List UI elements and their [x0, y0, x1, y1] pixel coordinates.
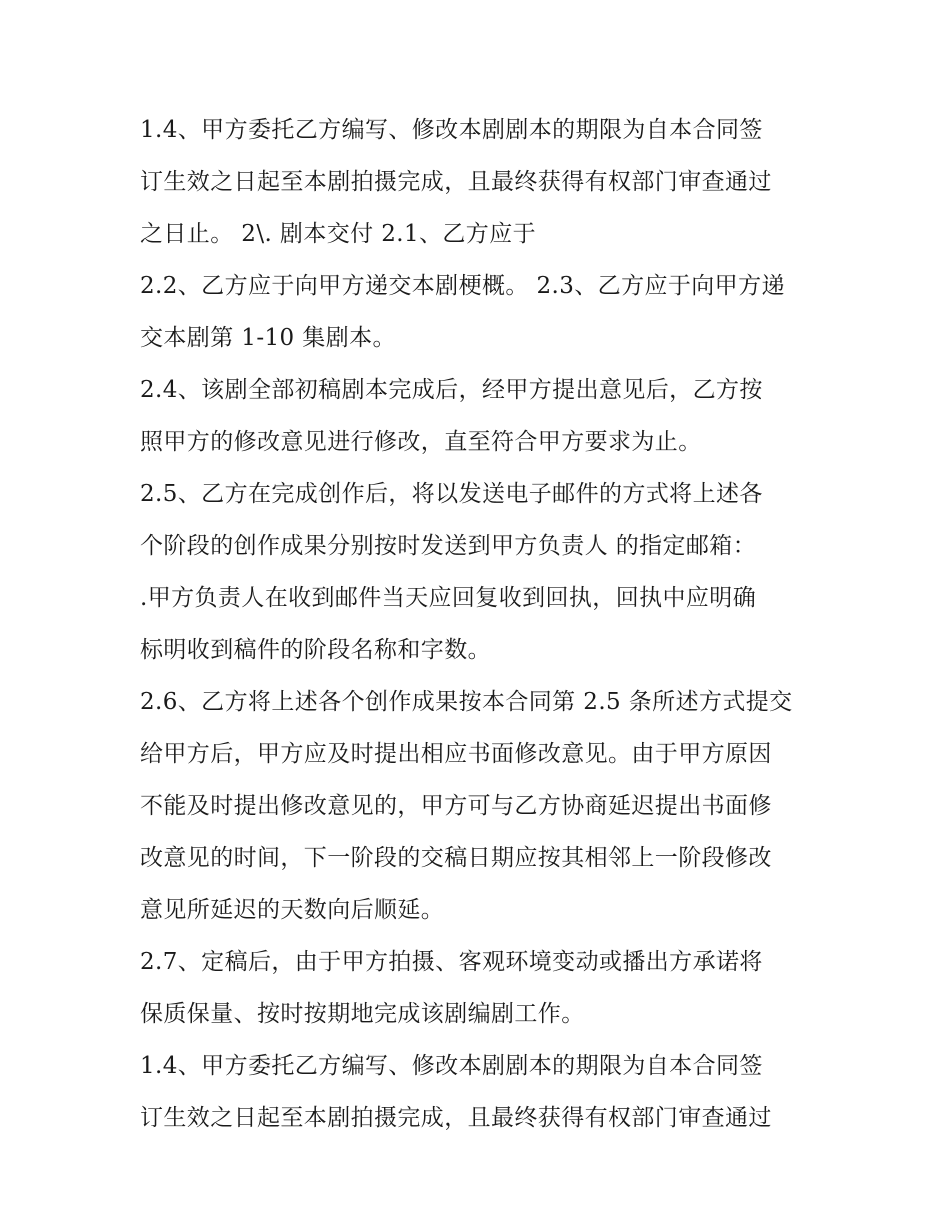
text-line: 改意见的时间，下一阶段的交稿日期应按其相邻上一阶段修改 [140, 845, 772, 871]
text-line: 2.6、乙方将上述各个创作成果按本合同第 2.5 条所述方式提交 [140, 689, 793, 715]
text-line: 2.2、乙方应于向甲方递交本剧梗概。 2.3、乙方应于向甲方递 [140, 273, 785, 299]
text-line: 保质保量、按时按期地完成该剧编剧工作。 [140, 1001, 585, 1027]
text-line: 给甲方后，甲方应及时提出相应书面修改意见。由于甲方原因 [140, 741, 772, 767]
text-line: .甲方负责人在收到邮件当天应回复收到回执，回执中应明确 [140, 585, 757, 611]
text-line: 2.4、该剧全部初稿剧本完成后，经甲方提出意见后，乙方按 [140, 377, 763, 403]
text-line: 之日止。 2\. 剧本交付 2.1、乙方应于 [140, 221, 537, 247]
text-line: 1.4、甲方委托乙方编写、修改本剧剧本的期限为自本合同签 [140, 117, 763, 143]
text-line: 1.4、甲方委托乙方编写、修改本剧剧本的期限为自本合同签 [140, 1053, 763, 1079]
text-line: 2.5、乙方在完成创作后，将以发送电子邮件的方式将上述各 [140, 481, 763, 507]
text-line: 2.7、定稿后，由于甲方拍摄、客观环境变动或播出方承诺将 [140, 949, 763, 975]
text-line: 标明收到稿件的阶段名称和字数。 [140, 637, 491, 663]
text-line: 订生效之日起至本剧拍摄完成，且最终获得有权部门审查通过 [140, 169, 772, 195]
text-line: 不能及时提出修改意见的，甲方可与乙方协商延迟提出书面修 [140, 793, 772, 819]
text-line: 交本剧第 1-10 集剧本。 [140, 325, 396, 351]
text-line: 照甲方的修改意见进行修改，直至符合甲方要求为止。 [140, 429, 702, 455]
text-line: 个阶段的创作成果分别按时发送到甲方负责人 的指定邮箱： [140, 533, 757, 559]
text-line: 订生效之日起至本剧拍摄完成，且最终获得有权部门审查通过 [140, 1105, 772, 1131]
document-body [140, 104, 820, 1144]
text-line: 意见所延迟的天数向后顺延。 [140, 897, 445, 923]
